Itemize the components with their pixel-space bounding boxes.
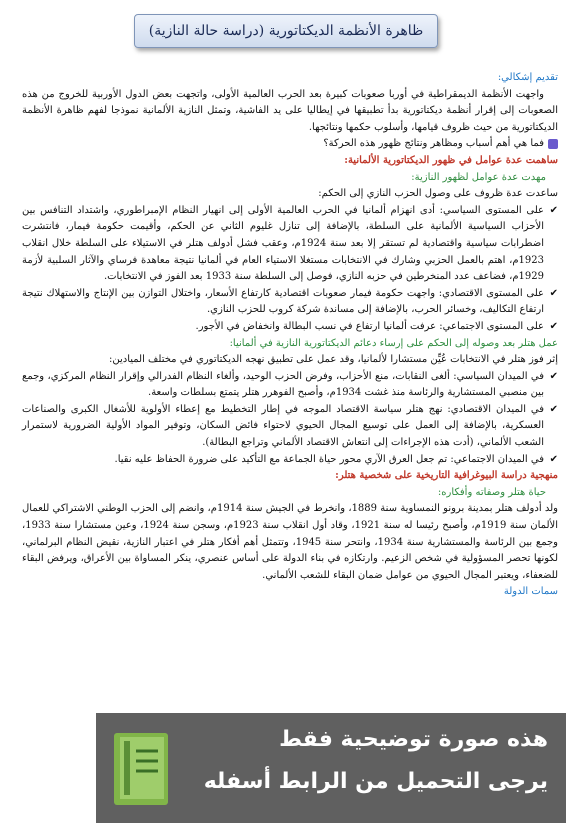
checkmark-icon: ✔ (549, 403, 558, 415)
list-item (22, 286, 558, 319)
section3-tail: سمات الدولة (503, 586, 558, 598)
list-item (22, 319, 558, 336)
list-item-text: في الميدان السياسي: ألغى النقابات، منع الأحزاب، وفرض الحزب الوحيد، وألغاء النظام الفدرالي وإقرار النظام المركزي، وجمع بين منصبي المستشارية والرئاسة منذ غشت 1934م، وأصبح الفوهرر هتلر يتمتع بسلطات واسعة. (22, 370, 544, 399)
list-item (22, 402, 558, 452)
intro-question: فما هي أهم أسباب ومظاهر ونتائج ظهور هذه الحركة؟ (323, 138, 544, 150)
list-item (22, 369, 558, 402)
list-item (22, 452, 558, 469)
list-item-text: في الميدان الاقتصادي: نهج هتلر سياسة الاقتصاد الموجه في إطار التخطيط مع إعطاء الأولوية للأشغال الكبرى والصناعات العسكرية، بالإضافة إلى العمل على توسيع المجال الحيوي لاحتواء فائض السكان، وتوفير المواد الأولية الضرورية لاستمرار الشعب الألماني، (أدت هذه الإجراءات إلى انتعاش الاقتصاد الألماني وتراجع البطالة). (22, 403, 544, 449)
section1-heading: ساهمت عدة عوامل في ظهور الديكتاتورية الألمانية: (344, 154, 558, 166)
checkmark-icon: ✔ (549, 320, 558, 332)
list-item-text: على المستوى الاقتصادي: واجهت حكومة فيمار صعوبات اقتصادية كارتفاع الأسعار، واختلال التوازن بين الإنتاج والاستهلاك نتيجة ارتفاع التكاليف، وخسائر الحرب، بالإضافة إلى مساندة شركة كروب للحزب النازي. (22, 287, 544, 316)
checkmark-icon: ✔ (549, 370, 558, 382)
page-title: ظاهرة الأنظمة الديكتاتورية (دراسة حالة النازية) (134, 14, 438, 48)
section1-lead: ساعدت عدة ظروف على وصول الحزب النازي إلى الحكم: (318, 188, 558, 200)
intro-question-line (22, 136, 558, 153)
checkmark-icon: ✔ (549, 453, 558, 465)
list-item-text: في الميدان الاجتماعي: تم جعل العرق الآري محور حياة الجماعة مع التأكيد على ضرورة الحفاظ عليه نقيا. (114, 453, 544, 465)
list-item-text: على المستوى الاجتماعي: عرفت ألمانيا ارتفاع في نسب البطالة وانخفاض في الأجور. (195, 320, 544, 332)
book-icon (110, 727, 174, 809)
section3-heading: منهجية دراسة البيوغرافية التاريخية على شخصية هتلر: (335, 470, 558, 482)
checkmark-icon: ✔ (549, 204, 558, 216)
intro-heading: تقديم إشكالي: (497, 72, 558, 83)
banner-line-1: هذه صورة توضيحية فقط (279, 727, 548, 752)
section3-subheading: حياة هتلر وصفاته وأفكاره: (437, 486, 546, 498)
list-item-text: على المستوى السياسي: أدى انهزام ألمانيا في الحرب العالمية الأولى إلى انهيار النظام الإمبراطوري، واشتداد التنافس بين الأحزاب السياسية الألمانية على السلطة، بالإضافة إلى تنازل غليوم الثاني عن الحكم، وأقيمت حكومة فيمار، فانتشرت اضطرابات سياسية واقتصادية لم تستقر إلا بعد سنة 1924م، وعقب فشل أدولف هتلر في الاستيلاء على السلطة خلال انقلاب 1923م، اهتم بالعمل الحزبي وشارك في الانتخابات مستغلا الاستياء العام في ألمانيا نتيجة معاهدة فرساي والآثار السلبية لأزمة 1929م، فضاعف عدد المنخرطين في حزبه النازي، فوصل إلى السلطة سنة 1933 بعد الفوز في الانتخابات. (22, 204, 545, 283)
section2-lead: إثر فوز هتلر في الانتخابات عُيِّن مستشارا لألمانيا، وقد عمل على تطبيق نهجه الديكتاتوري في مختلف الميادين: (108, 354, 558, 366)
pointer-icon (548, 139, 558, 149)
checkmark-icon: ✔ (549, 287, 558, 299)
section2-heading: عمل هتلر بعد وصوله إلى الحكم على إرساء دعائم الديكتاتورية النازية في ألمانيا: (229, 337, 558, 349)
list-item (22, 203, 558, 286)
section3-paragraph: ولد أدولف هتلر بمدينة برونو النمساوية سنة 1889، وانخرط في الجيش سنة 1914م، وانضم إلى الحزب الوطني الاشتراكي للعمال الألمان سنة 1919م، وأصبح رئيسا له سنة 1921، وقاد أول انقلاب سنة 1923م، وسجن سنة 1924، وعين مستشارا سنة 1933، وجمع بين الرئاسة والمستشارية سنة 1934، وانتحر سنة 1945، وتتمثل أهم أفكار هتلر في اعتبار النازية، نقيض النظام البرلماني، لكونها تحصر المسؤولية في شخص الزعيم. وارتكازه في بناء الدولة على أساس عنصري، ينكر المساواة بين الأعراق، ويرفض البقاء للضعفاء، ويعتبر المجال الحيوي من عوامل ضمان البقاء للشعب الألماني. (22, 503, 559, 581)
document-body (22, 70, 558, 601)
watermark-banner (96, 713, 566, 823)
section1-subheading: مهدت عدة عوامل لظهور النازية: (411, 171, 546, 183)
intro-paragraph: واجهت الأنظمة الديمقراطية في أوربا صعوبات كبيرة بعد الحرب العالمية الأولى، واتجهت بعض الدول الأوربية للخروج من هذه الصعوبات إلى إقرار أنظمة ديكتاتورية بدأ تطبيقها في إيطاليا على يد الفاشية، وتمثل النازية الألمانية نموذجا لفهم ظاهرة الأنظمة الديكتاتورية من حيث ظروف قيامها، وأسلوب حكمها ونتائجها. (22, 88, 558, 133)
banner-line-2: يرجى التحميل من الرابط أسفله (203, 769, 548, 794)
